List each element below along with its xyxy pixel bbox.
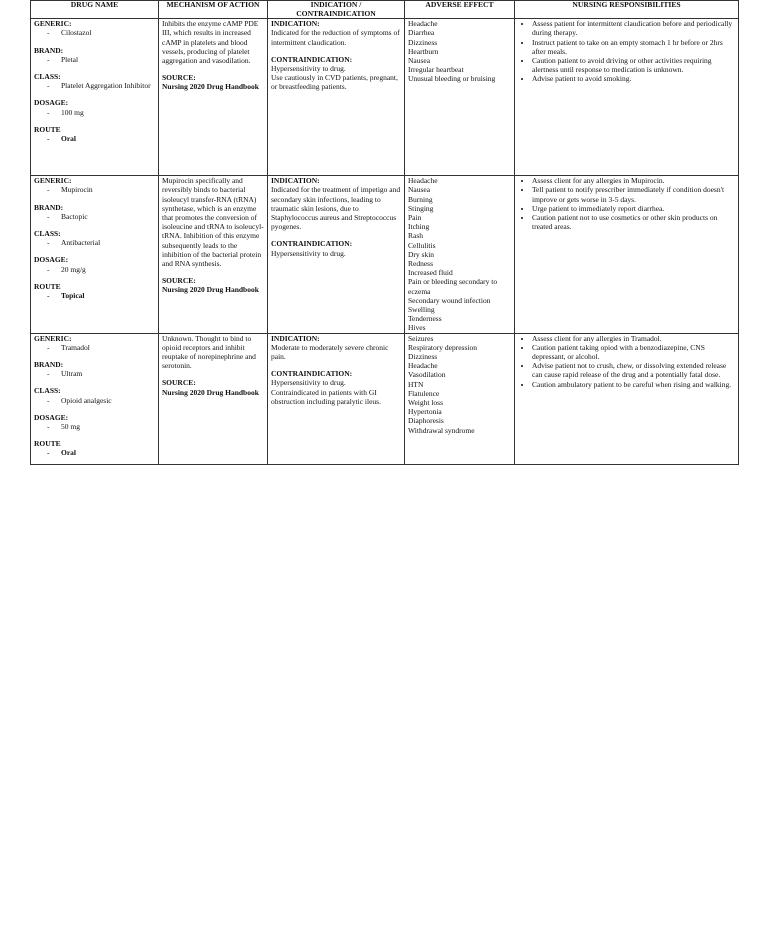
header-row (31, 1, 739, 19)
bullet-dash: - (47, 264, 50, 274)
responsibility-item: • Advise patient not to crush, chew, or dissolving extended release can cause rapid release of the drug and a potentially fatal dose. (532, 361, 735, 379)
drug-name-cell (31, 19, 159, 176)
adverse-effect-item: Headache (408, 361, 438, 371)
contraindication-label: CONTRAINDICATION: (271, 54, 353, 64)
responsibility-item: • Caution patient not to use cosmetics or other skin products on treated areas. (532, 213, 735, 231)
brand-label: BRAND: (34, 45, 64, 55)
bullet-dash: - (47, 28, 50, 38)
adverse-effect-item: Secondary wound infection (408, 295, 491, 305)
source-value: Nursing 2020 Drug Handbook (162, 387, 259, 397)
table-row (31, 19, 739, 176)
header-adverse-effect: ADVERSE EFFECT (405, 1, 515, 19)
adverse-effect-item: Flatulence (408, 388, 440, 398)
generic-label: GENERIC: (34, 176, 72, 186)
route-value: Topical (61, 291, 85, 301)
indication-cell (268, 176, 405, 333)
adverse-effect-item: Dry skin (408, 249, 435, 259)
adverse-effect-item: Increased fluid (408, 268, 453, 278)
class-label: CLASS: (34, 386, 61, 396)
brand-name: Pletal (61, 54, 79, 64)
drug-class: Platelet Aggregation Inhibitor (61, 81, 151, 91)
adverse-effect-item: Itching (408, 222, 430, 232)
contraindication-label: CONTRAINDICATION: (271, 369, 353, 379)
dosage-value: 50 mg (61, 422, 80, 432)
header-mechanism: MECHANISM OF ACTION (159, 1, 268, 19)
drug-name-cell (31, 333, 159, 464)
indication-label: INDICATION: (271, 176, 320, 186)
class-label: CLASS: (34, 229, 61, 238)
indication-text: Indicated for the treatment of impetigo and secondary skin infections, leading to traumatic skin lesions, due to Staphylococcus aureus and Streptococcus pyogenes. (271, 185, 401, 232)
route-value: Oral (61, 134, 76, 144)
adverse-effect-item: Dizziness (408, 352, 438, 362)
bullet-dash: - (47, 185, 50, 195)
generic-label: GENERIC: (34, 333, 72, 343)
bullet-dash: - (47, 342, 50, 352)
indication-text: Indicated for the reduction of symptoms of intermittent claudication. (271, 28, 400, 47)
adverse-effect-item: Pain (408, 213, 422, 222)
adverse-effect-item: Dizziness (408, 37, 438, 47)
mechanism-cell (159, 333, 268, 464)
mechanism-cell (159, 176, 268, 333)
responsibility-item: • Caution ambulatory patient to be careful when rising and walking. (532, 380, 735, 389)
adverse-effect-item: Seizures (408, 333, 434, 343)
source-label: SOURCE: (162, 276, 196, 286)
dosage-label: DOSAGE: (34, 98, 69, 108)
indication-cell (268, 19, 405, 176)
adverse-effect-item: Redness (408, 259, 433, 269)
route-label: ROUTE (34, 439, 61, 449)
table-row (31, 176, 739, 333)
adverse-effect-item: Weight loss (408, 398, 444, 408)
adverse-effect-item: Withdrawal syndrome (408, 425, 475, 435)
class-label: CLASS: (34, 72, 61, 81)
responsibility-list (518, 176, 735, 231)
route-value: Oral (61, 448, 76, 458)
adverse-effect-item: Headache (408, 176, 438, 186)
adverse-effect-item: Tenderness (408, 314, 442, 324)
responsibility-list (518, 334, 735, 389)
source-label: SOURCE: (162, 378, 196, 388)
bullet-dash: - (47, 369, 50, 379)
adverse-effect-item: Hives (408, 323, 426, 333)
adverse-effect-item: Stinging (408, 203, 434, 213)
indication-text: Moderate to moderately severe chronic pain. (271, 342, 389, 362)
brand-label: BRAND: (34, 360, 64, 370)
adverse-effect-item: Rash (408, 231, 423, 241)
dosage-value: 20 mg/g (61, 264, 86, 274)
bullet-dash: - (47, 81, 50, 91)
dosage-label: DOSAGE: (34, 255, 69, 265)
bullet-dash: - (47, 448, 50, 458)
responsibility-item: • Caution patient taking opiod with a benzodiazepine, CNS depressant, or alcohol. (532, 343, 735, 361)
adverse-effect-item: Cellulitis (408, 240, 436, 250)
drug-class: Opioid analgesic (61, 395, 112, 405)
bullet-dash: - (47, 107, 50, 117)
generic-name: Tramadol (61, 342, 90, 352)
responsibility-item: • Urge patient to immediately report diarrhea. (532, 204, 735, 213)
drug-table (30, 0, 739, 465)
table-row (31, 333, 739, 464)
adverse-effect-item: Respiratory depression (408, 342, 477, 352)
generic-name: Cilostazol (61, 28, 92, 38)
mechanism-cell (159, 19, 268, 176)
contraindication-item: Use cautiously in CVD patients, pregnant, or breastfeeding patients. (271, 73, 398, 92)
responsibility-item: • Tell patient to notify prescriber immediately if condition doesn't improve or gets worse in 3-5 days. (532, 185, 735, 203)
adverse-effect-item: Nausea (408, 56, 431, 65)
bullet-dash: - (47, 211, 50, 221)
responsibility-item: • Instruct patient to take on an empty stomach 1 hr before or 2hrs after meals. (532, 38, 735, 56)
generic-label: GENERIC: (34, 19, 72, 29)
bullet-dash: - (47, 238, 50, 248)
indication-label: INDICATION: (271, 333, 320, 343)
drug-name-cell (31, 176, 159, 333)
header-nursing-responsibilities: NURSING RESPONSIBILITIES (515, 1, 739, 19)
route-label: ROUTE (34, 281, 61, 291)
bullet-dash: - (47, 134, 50, 144)
mechanism-text: Unknown. Thought to bind to opioid receptors and inhibit reuptake of norepinephrine and serotonin. (162, 333, 256, 371)
dosage-label: DOSAGE: (34, 412, 69, 422)
responsibility-item: • Advise patient to avoid smoking. (532, 74, 735, 83)
header-indication: INDICATION / CONTRAINDICATION (268, 1, 405, 19)
bullet-dash: - (47, 54, 50, 64)
adverse-effect-item: Headache (408, 19, 438, 29)
responsibility-item: • Caution patient to avoid driving or other activities requiring alertness until response to medication is unknown. (532, 56, 735, 74)
contraindication-item: Contraindicated in patients with GI obstruction including paralytic ileus. (271, 387, 381, 406)
adverse-effect-item: Nausea (408, 185, 431, 195)
adverse-effect-item: Pain or bleeding secondary to eczema (408, 277, 498, 296)
bullet-dash: - (47, 422, 50, 432)
contraindication-item: Hypersensitivity to drug. (271, 378, 346, 388)
responsibility-item: • Assess client for any allergies in Mupirocin. (532, 176, 735, 185)
mechanism-text: Inhibits the enzyme cAMP PDE III, which results in increased cAMP in platelets and blood vessels, producing of platelet aggregation and vasodilation. (162, 19, 259, 65)
contraindication-item: Hypersensitivity to drug. (271, 248, 346, 258)
adverse-effect-item: Irregular heartbeat (408, 65, 464, 75)
adverse-effect-item: Diaphoresis (408, 416, 444, 426)
dosage-value: 100 mg (61, 107, 84, 117)
adverse-effect-cell (405, 333, 515, 464)
mechanism-text: Mupirocin specifically and reversibly binds to bacterial isoleucyl transfer-RNA (tRNA) synthetase, which is an enzyme that promotes the conversion of isoleucine and tRNA to isoleucyl-tRNA. Inhibition of this enzyme subsequently leads to the inhibition of the bacterial protein and RNA synthesis. (162, 176, 264, 269)
adverse-effect-item: Vasodilation (408, 370, 446, 380)
drug-class: Antibacterial (61, 238, 101, 248)
indication-label: INDICATION: (271, 19, 320, 29)
generic-name: Mupirocin (61, 185, 93, 195)
adverse-effect-item: Unusual bleeding or bruising (408, 74, 496, 84)
adverse-effect-item: Diarrhea (408, 28, 435, 38)
brand-name: Bactopic (61, 211, 88, 221)
header-drug-name: DRUG NAME (31, 1, 159, 19)
contraindication-label: CONTRAINDICATION: (271, 239, 353, 249)
responsibility-item: • Assess client for any allergies in Tramadol. (532, 334, 735, 343)
adverse-effect-cell (405, 176, 515, 333)
route-label: ROUTE (34, 124, 61, 134)
bullet-dash: - (47, 291, 50, 301)
responsibility-list (518, 19, 735, 83)
adverse-effect-cell (405, 19, 515, 176)
nursing-responsibilities-cell (515, 333, 739, 464)
adverse-effect-item: HTN (408, 379, 424, 389)
brand-label: BRAND: (34, 202, 64, 212)
nursing-responsibilities-cell (515, 176, 739, 333)
source-value: Nursing 2020 Drug Handbook (162, 285, 259, 295)
nursing-responsibilities-cell (515, 19, 739, 176)
source-value: Nursing 2020 Drug Handbook (162, 82, 259, 92)
contraindication-item: Hypersensitivity to drug. (271, 64, 346, 73)
source-label: SOURCE: (162, 73, 196, 83)
adverse-effect-item: Swelling (408, 305, 435, 315)
adverse-effect-item: Hypertonia (408, 407, 442, 417)
adverse-effect-item: Heartburn (408, 46, 439, 56)
brand-name: Ultram (61, 369, 83, 379)
responsibility-item: • Assess patient for intermittent claudication before and periodically during therapy. (532, 19, 735, 37)
bullet-dash: - (47, 395, 50, 405)
indication-cell (268, 333, 405, 464)
adverse-effect-item: Burning (408, 194, 433, 204)
